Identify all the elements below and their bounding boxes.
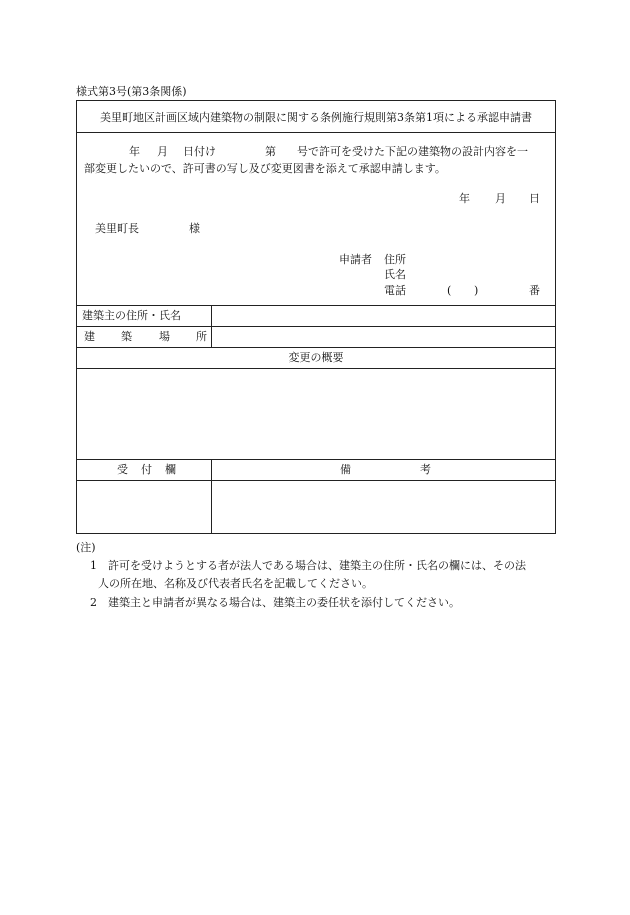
form-number: 様式第3号(第3条関係) xyxy=(76,85,187,98)
intro-text-rest: 号で許可を受けた下記の建築物の設計内容を一 xyxy=(297,145,528,158)
addressee-honorific: 様 xyxy=(189,222,200,235)
application-form xyxy=(76,100,556,534)
reception-label-char-1: 受 xyxy=(117,463,128,476)
intro-month: 月 xyxy=(157,145,168,158)
date-year: 年 xyxy=(459,192,470,205)
divider xyxy=(211,459,212,533)
divider xyxy=(77,459,555,460)
date-day: 日 xyxy=(529,192,540,205)
intro-date-suffix: 日付け xyxy=(183,145,216,158)
site-label-char-3: 場 xyxy=(159,330,170,343)
form-title: 美里町地区計画区域内建築物の制限に関する条例施行規則第3条第1項による承認申請書 xyxy=(100,111,532,124)
site-label-char-4: 所 xyxy=(196,330,207,343)
phone-paren-open: ( xyxy=(447,284,452,297)
addressee-name: 美里町長 xyxy=(95,222,139,235)
divider xyxy=(77,132,555,133)
intro-text-line2: 部変更したいので、許可書の写し及び変更図書を添えて承認申請します。 xyxy=(84,162,446,175)
note-2-number: 2 xyxy=(90,596,97,609)
divider xyxy=(77,347,555,348)
site-label-char-1: 建 xyxy=(84,330,95,343)
applicant-name-label: 氏名 xyxy=(384,268,406,281)
notes-heading: (注) xyxy=(76,541,96,554)
divider xyxy=(77,305,555,306)
site-label-char-2: 築 xyxy=(121,330,132,343)
phone-paren-close: ) xyxy=(474,284,479,297)
note-2-line-1: 建築主と申請者が異なる場合は、建築主の委任状を添付してください。 xyxy=(108,596,460,609)
phone-suffix: 番 xyxy=(529,284,540,297)
owner-label: 建築主の住所・氏名 xyxy=(82,309,181,322)
reception-label-char-3: 欄 xyxy=(165,463,176,476)
intro-year: 年 xyxy=(129,145,140,158)
reception-label-char-2: 付 xyxy=(141,463,152,476)
date-month: 月 xyxy=(495,192,506,205)
divider xyxy=(77,326,555,327)
remarks-label-char-2: 考 xyxy=(420,463,431,476)
divider xyxy=(77,480,555,481)
applicant-address-label: 住所 xyxy=(384,253,406,266)
note-1-line-1: 許可を受けようとする者が法人である場合は、建築主の住所・氏名の欄には、その法 xyxy=(108,559,526,572)
applicant-phone-label: 電話 xyxy=(384,284,406,297)
applicant-label: 申請者 xyxy=(339,253,372,266)
remarks-label-char-1: 備 xyxy=(340,463,351,476)
note-1-number: 1 xyxy=(90,559,97,572)
note-1-line-2: 人の所在地、名称及び代表者氏名を記載してください。 xyxy=(98,577,373,590)
change-summary-label: 変更の概要 xyxy=(288,351,344,364)
intro-dai: 第 xyxy=(265,145,276,158)
divider xyxy=(77,368,555,369)
